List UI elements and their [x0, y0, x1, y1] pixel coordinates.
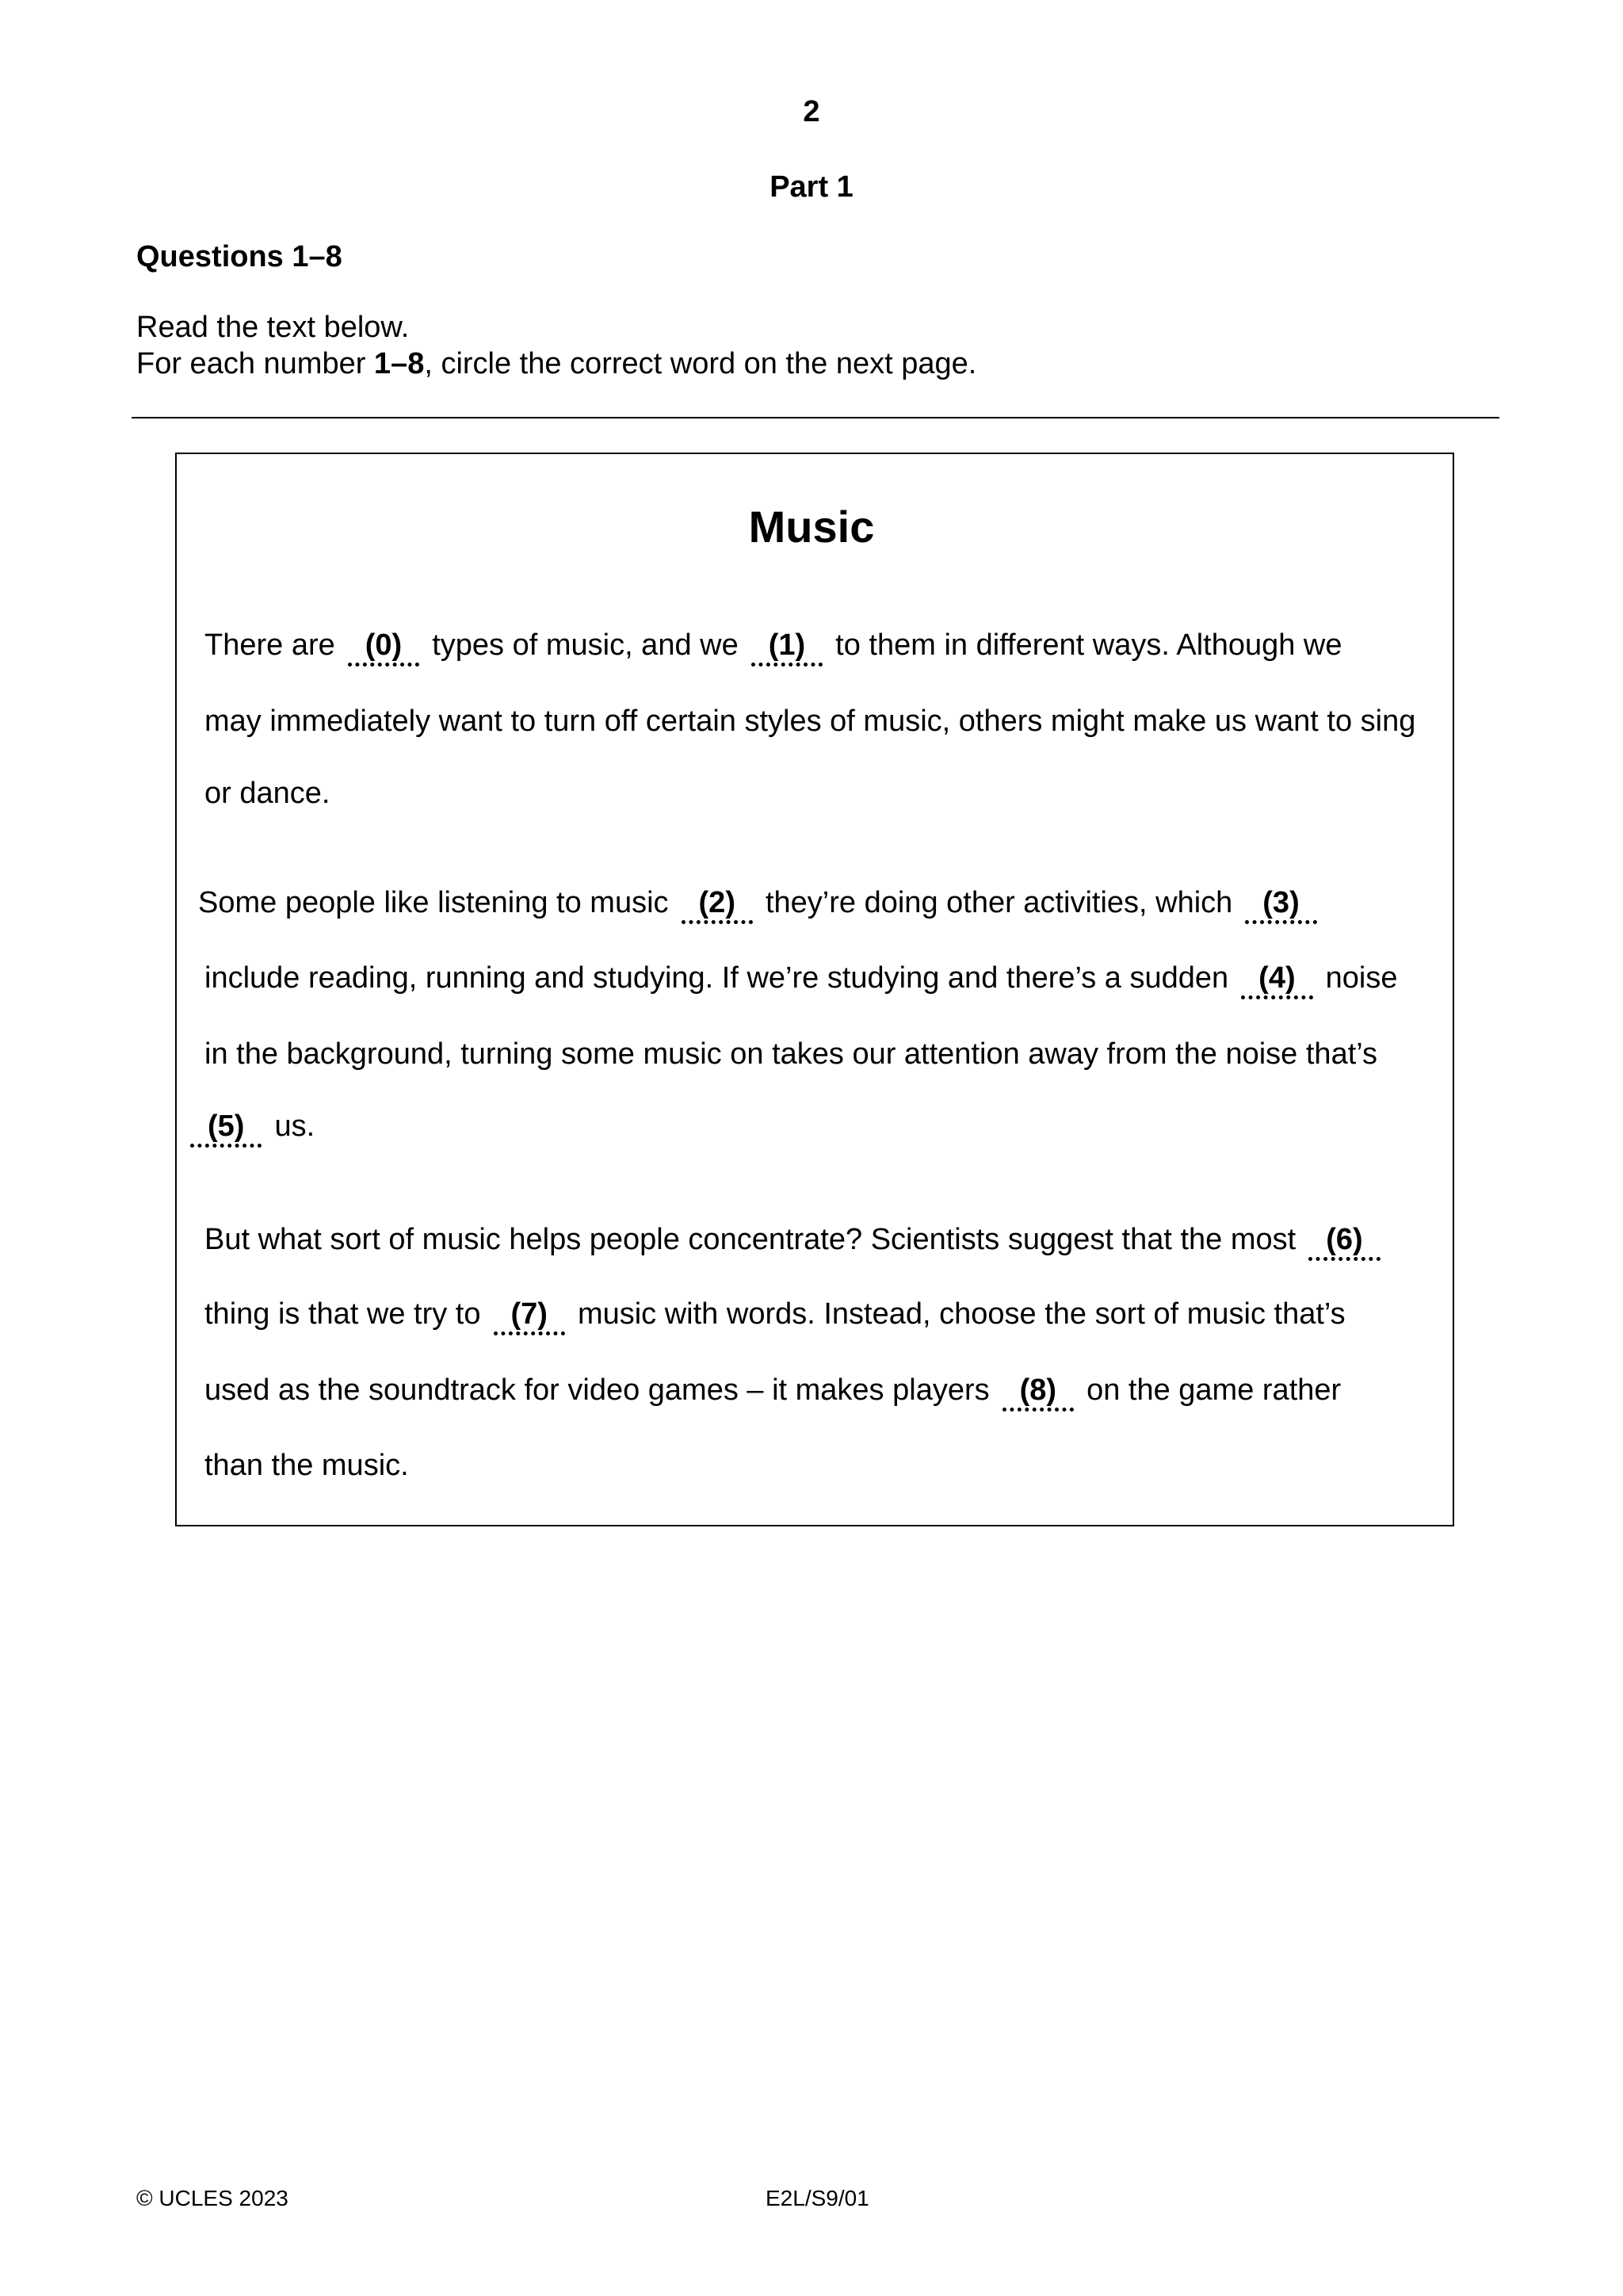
gap-5: (5): [190, 1110, 262, 1148]
text-segment: include reading, running and studying. If we’re studying and there’s a sudden: [204, 961, 1229, 995]
instruction-line-2: [136, 346, 976, 382]
paragraph-3-line-1: [204, 1221, 1393, 1261]
text-title: Music: [748, 502, 875, 552]
paragraph-3-line-2: [204, 1296, 1346, 1335]
gap-2: (2): [682, 887, 753, 924]
footer-code: E2L/S9/01: [766, 2186, 869, 2210]
page-number: 2: [803, 95, 820, 128]
gap-8: (8): [1002, 1374, 1074, 1412]
paragraph-2-line-4: [178, 1108, 315, 1148]
paragraph-2-line-2: [204, 960, 1397, 999]
gap-0: (0): [348, 629, 419, 667]
text-segment: music with words. Instead, choose the sort of music that’s: [577, 1297, 1346, 1331]
divider: [132, 417, 1499, 418]
paragraph-1-line-1: [204, 627, 1342, 667]
paragraph-2-line-1: [198, 884, 1330, 924]
text-segment: they’re doing other activities, which: [765, 886, 1233, 919]
instruction-text: For each number: [136, 347, 374, 380]
paragraph-3-line-4: than the music.: [204, 1449, 409, 1482]
gap-7: (7): [494, 1298, 565, 1335]
text-segment: thing is that we try to: [204, 1297, 481, 1331]
text-segment: on the game rather: [1086, 1373, 1342, 1407]
gap-1: (1): [751, 629, 823, 667]
paragraph-1-line-2: may immediately want to turn off certain styles of music, others might make us want to sing: [204, 705, 1416, 738]
text-segment: But what sort of music helps people concentrate? Scientists suggest that the most: [204, 1223, 1296, 1256]
questions-heading: Questions 1–8: [136, 240, 342, 273]
part-title: Part 1: [769, 170, 854, 204]
text-segment: Some people like listening to music: [198, 886, 669, 919]
gap-6: (6): [1308, 1224, 1380, 1261]
text-segment: us.: [274, 1110, 315, 1143]
paragraph-1-line-3: or dance.: [204, 777, 330, 810]
instructions: [136, 309, 976, 382]
gap-4: (4): [1241, 962, 1312, 999]
instruction-text: , circle the correct word on the next page.: [424, 347, 977, 380]
text-segment: to them in different ways. Although we: [835, 628, 1342, 662]
paragraph-3-line-3: [204, 1372, 1341, 1412]
text-segment: used as the soundtrack for video games – it makes players: [204, 1373, 990, 1407]
footer-copyright: © UCLES 2023: [136, 2186, 288, 2210]
gap-3: (3): [1245, 887, 1316, 924]
instruction-range: 1–8: [373, 347, 425, 380]
paragraph-2-line-3: in the background, turning some music on takes our attention away from the noise that’s: [204, 1037, 1378, 1071]
text-segment: types of music, and we: [432, 628, 739, 662]
instruction-line-1: Read the text below.: [136, 311, 410, 344]
text-segment: noise: [1325, 961, 1398, 995]
text-segment: There are: [204, 628, 335, 662]
